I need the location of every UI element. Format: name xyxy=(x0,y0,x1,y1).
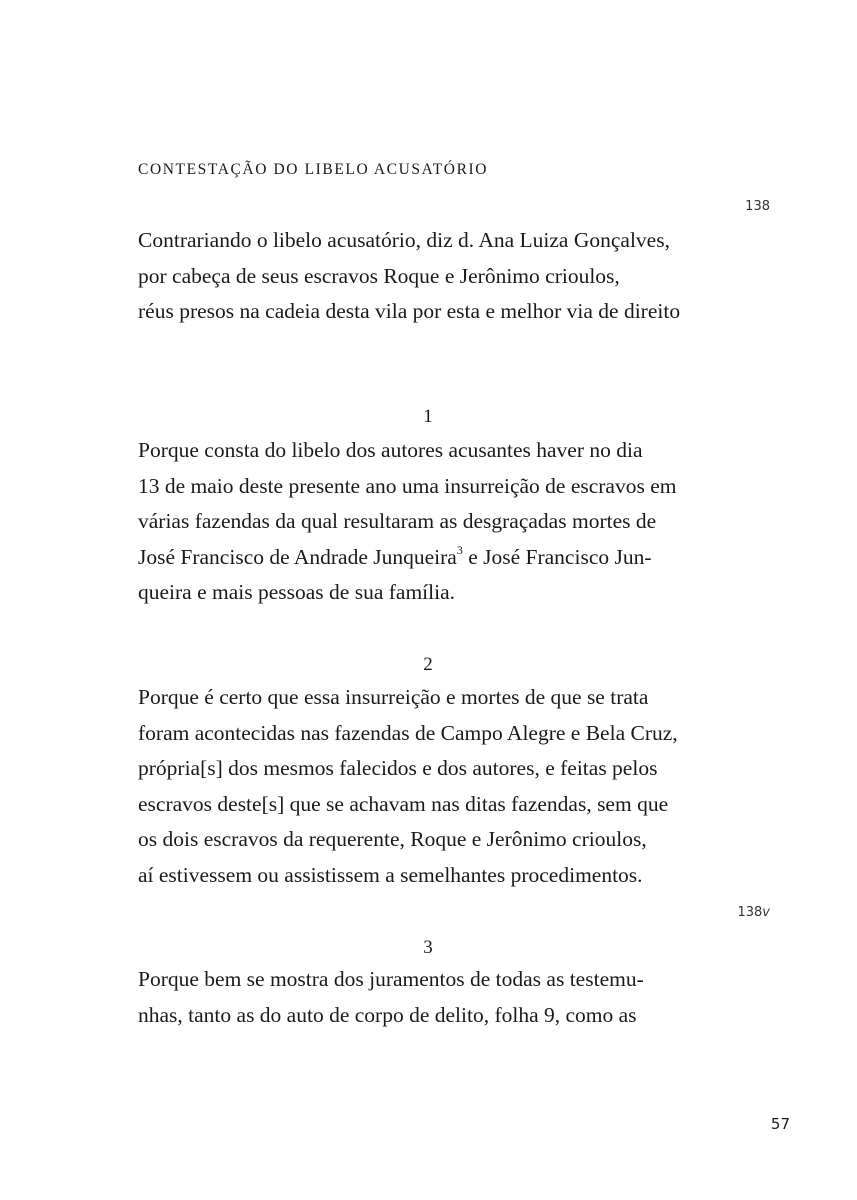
text-line: escravos deste[s] que se achavam nas ditas fazendas, sem que xyxy=(138,791,669,816)
article-paragraph xyxy=(138,680,728,894)
text-line: Porque consta do libelo dos autores acusantes haver no dia xyxy=(138,438,643,462)
article-number: 2 xyxy=(423,654,433,675)
footnote-marker[interactable]: 3 xyxy=(456,542,463,557)
margin-folio-ref xyxy=(700,198,770,216)
article-number: 1 xyxy=(423,406,433,427)
text-line: 13 de maio deste presente ano uma insurreição de escravos em xyxy=(138,473,677,498)
text-line: queira e mais pessoas de sua família. xyxy=(138,580,456,605)
section-heading: CONTESTAÇÃO DO LIBELO ACUSATÓRIO xyxy=(138,161,489,178)
text-line: própria[s] dos mesmos falecidos e dos autores, e feitas pelos xyxy=(138,756,658,781)
text-fragment: José Francisco de Andrade Junqueira xyxy=(138,544,457,569)
text-line: várias fazendas da qual resultaram as desgraçadas mortes de xyxy=(138,509,657,534)
folio-number: 138 xyxy=(745,199,770,214)
text-line: Contrariando o libelo acusatório, diz d. Ana Luiza Gonçalves, xyxy=(138,228,670,252)
text-line: Porque bem se mostra dos juramentos de todas as testemu- xyxy=(138,967,644,991)
text-line: réus presos na cadeia desta vila por esta e melhor via de direito xyxy=(138,299,681,324)
intro-paragraph xyxy=(138,223,728,330)
folio-verso-suffix: v xyxy=(762,905,770,920)
text-line: aí estivessem ou assistissem a semelhantes procedimentos. xyxy=(138,862,643,887)
article-paragraph xyxy=(138,962,728,1033)
text-line: Porque é certo que essa insurreição e mortes de que se trata xyxy=(138,685,649,709)
folio-number: 138 xyxy=(737,905,763,920)
text-line xyxy=(138,540,728,576)
page-number: 57 xyxy=(770,1115,790,1133)
text-line: nhas, tanto as do auto de corpo de delito, folha 9, como as xyxy=(138,1002,637,1027)
text-line: foram acontecidas nas fazendas de Campo Alegre e Bela Cruz, xyxy=(138,720,678,745)
article-paragraph xyxy=(138,433,728,611)
text-fragment: e José Francisco Jun- xyxy=(462,544,652,569)
text-line: os dois escravos da requerente, Roque e Jerônimo crioulos, xyxy=(138,827,647,852)
margin-folio-ref xyxy=(700,904,770,922)
text-line: por cabeça de seus escravos Roque e Jerônimo crioulos, xyxy=(138,263,620,288)
article-number: 3 xyxy=(423,937,433,958)
